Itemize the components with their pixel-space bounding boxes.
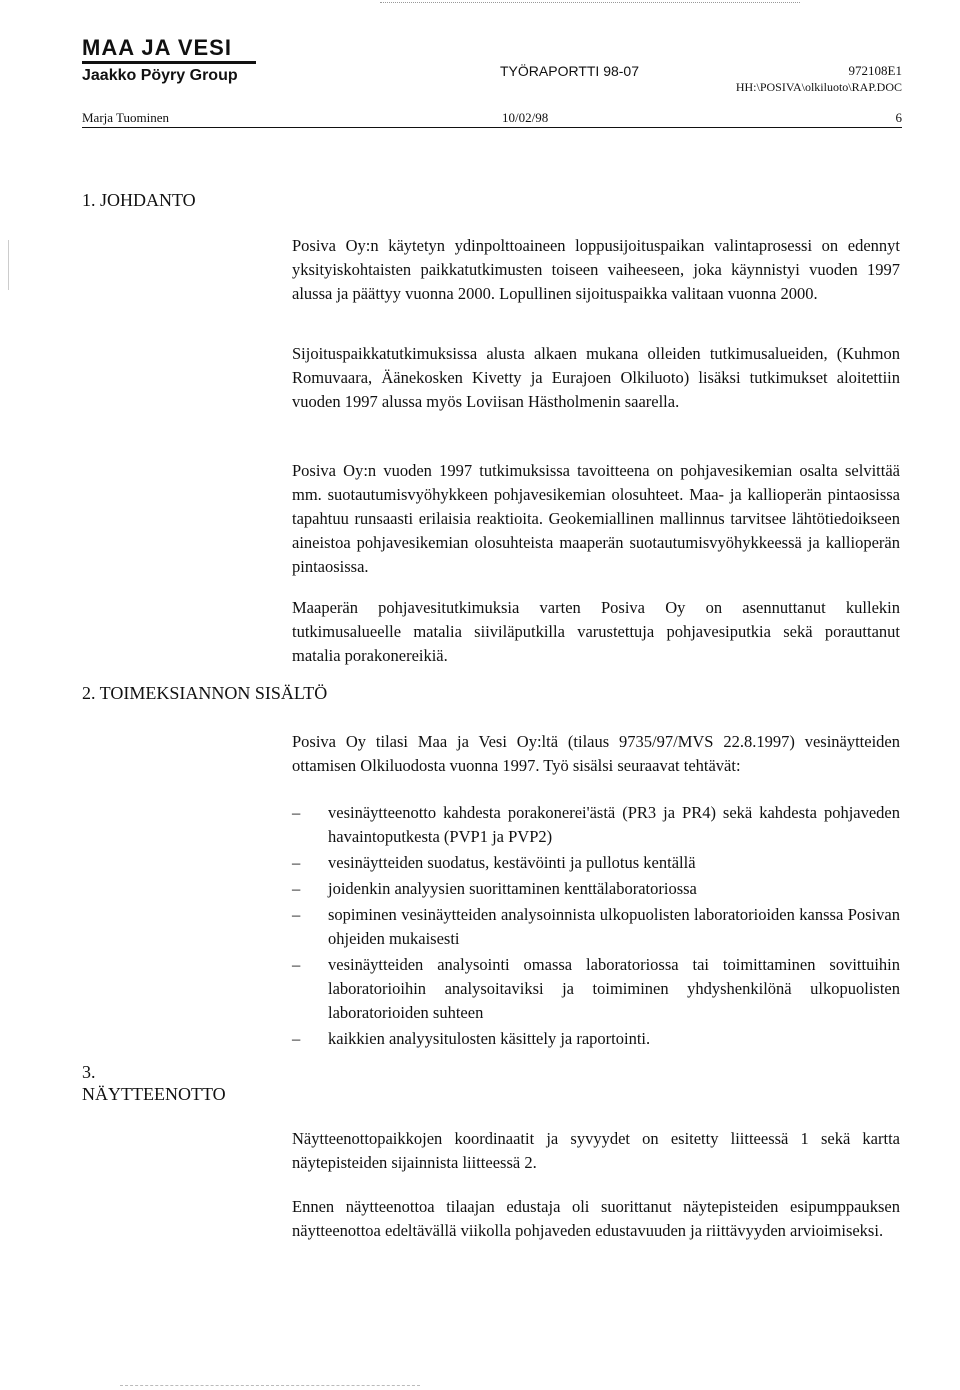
scan-artifact-bottom (120, 1385, 420, 1387)
file-path: HH:\POSIVA\olkiluoto\RAP.DOC (735, 80, 902, 94)
scan-artifact-top (380, 2, 800, 4)
list-item: – joidenkin analyysien suorittaminen kenttälaboratoriossa (292, 877, 900, 901)
list-item: – vesinäytteiden analysointi omassa laboratoriossa tai toimittaminen sovittuihin laboratorioihin analysoitaviksi ja toimiminen yhdyshenkilönä ulkopuolisten laboratorioiden suhteen (292, 953, 900, 1025)
paragraph: Näytteenottopaikkojen koordinaatit ja syvyydet on esitetty liitteessä 1 sekä kartta näytepisteiden sijainnista liitteessä 2. (292, 1129, 900, 1172)
list-item: – sopiminen vesinäytteiden analysoinnista ulkopuolisten laboratorioiden kanssa Posivan ohjeiden mukaisesti (292, 903, 900, 951)
list-item: – vesinäytteiden suodatus, kestävöinti ja pullotus kentällä (292, 851, 900, 875)
header-rule (82, 127, 902, 128)
paragraph: Ennen näytteenottoa tilaajan edustaja oli suorittanut näytepisteiden esipumppauksen näytteenottoa edeltävällä viikolla pohjaveden edustavuuden ja riittävyyden arvioimiseksi. (292, 1197, 900, 1240)
page-number: 6 (895, 110, 902, 125)
logo-underline (82, 61, 256, 64)
report-type: TYÖRAPORTTI 98-07 (500, 63, 640, 79)
section-heading-johdanto: 1. JOHDANTO (82, 190, 196, 210)
company-logo-text: MAA JA VESI (82, 35, 232, 60)
scan-artifact-left (8, 240, 9, 290)
list-item: – vesinäytteenotto kahdesta porakonerei'ästä (PR3 ja PR4) sekä kahdesta pohjaveden havaintoputkesta (PVP1 ja PVP2) (292, 801, 900, 849)
task-list (292, 801, 900, 1053)
company-group: Jaakko Pöyry Group (82, 67, 238, 84)
paragraph: Sijoituspaikkatutkimuksissa alusta alkaen mukana olleiden tutkimusalueiden, (Kuhmon Romuvaara, Äänekosken Kivetty ja Eurajoen Olkiluoto) lisäksi tutkimukset aloitettiin vuoden 1997 alussa myös Loviisan Hästholmenin saarella. (292, 344, 900, 411)
paragraph: Posiva Oy:n käytetyn ydinpolttoaineen loppusijoituspaikan valintaprosessi on edennyt yksityiskohtaisten paikkatutkimusten toiseen vaiheeseen, joka käynnistyi vuoden 1997 alussa ja päättyy vuonna 2000. Lopullinen sijoituspaikka valitaan vuonna 2000. (292, 236, 900, 303)
section-heading-toimeksiannon-sisalto: 2. TOIMEKSIANNON SISÄLTÖ (82, 683, 328, 703)
list-item: – kaikkien analyysitulosten käsittely ja raportointi. (292, 1027, 900, 1051)
section-number-naytteenotto: 3. (82, 1062, 96, 1082)
paragraph: Posiva Oy:n vuoden 1997 tutkimuksissa tavoitteena on pohjavesikemian osalta selvittää mm. suotautumisvyöhykkeen pohjavesikemian olosuhteet. Maa- ja kallioperän pintaosissa tapahtuu runsaasti erilaisia reaktioita. Geokemiallinen mallinnus tarvitsee lähtötiedoikseen aineistoa pohjavesikemian olosuhteista maaperän suotautumisvyöhykkeessä ja kallioperän pintaosissa. (292, 461, 900, 576)
paragraph: Maaperän pohjavesitutkimuksia varten Posiva Oy on asennuttanut kullekin tutkimusalueelle matalia siiviläputkilla varustettuja pohjavesiputkia sekä porauttanut matalia porakonereikiä. (292, 598, 900, 665)
report-number: 972108E1 (848, 63, 902, 78)
author: Marja Tuominen (82, 110, 170, 125)
document-date: 10/02/98 (502, 110, 549, 125)
paragraph: Posiva Oy tilasi Maa ja Vesi Oy:ltä (tilaus 9735/97/MVS 22.8.1997) vesinäytteiden ottamisen Olkiluodosta vuonna 1997. Työ sisälsi seuraavat tehtävät: (292, 732, 900, 775)
section-heading-naytteenotto: NÄYTTEENOTTO (82, 1084, 226, 1104)
